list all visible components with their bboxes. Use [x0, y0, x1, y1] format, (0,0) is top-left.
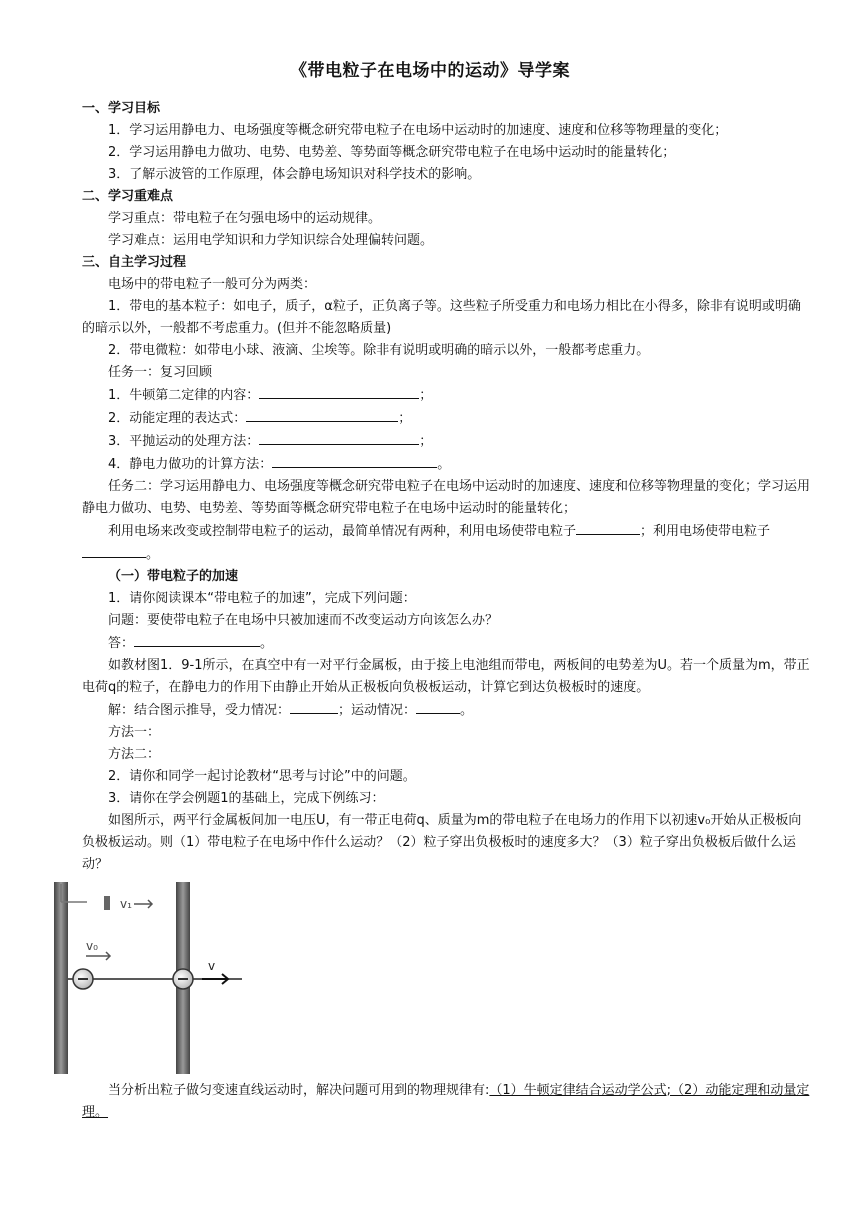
punctuation: 。	[260, 636, 274, 651]
answer-line	[82, 632, 810, 655]
punctuation: ；	[419, 434, 433, 449]
goal-item: 2．学习运用静电力做功、电势、电势差、等势面等概念研究带电粒子在电场中运动时的能量转化；	[108, 145, 676, 160]
answer-blank[interactable]	[272, 453, 437, 468]
solution-line	[82, 699, 810, 722]
review-item	[82, 430, 810, 453]
method-two: 方法二：	[108, 747, 161, 762]
task-two: 任务二：学习运用静电力、电场强度等概念研究带电粒子在电场中运动时的加速度、速度和位移等物理量的变化；学习运用静电力做功、电势、电势差、等势面等概念研究带电粒子在电场中运动时的能量转化；	[82, 479, 811, 516]
velocity-arrow-icon	[202, 974, 228, 984]
section-heading-goals: 一、学习目标	[82, 101, 161, 116]
parallel-plates-diagram	[52, 882, 242, 1074]
punctuation: ；	[398, 411, 412, 426]
particle-type-1: 1．带电的基本粒子：如电子，质子，α粒子，正负离子等。这些粒子所受重力和电场力相比在小得多，除非有说明或明确的暗示以外，一般都不考虑重力。(但并不能忽略质量)	[82, 299, 801, 336]
task-one-heading: 任务一：复习回顾	[108, 365, 213, 380]
particle-intro: 电场中的带电粒子一般可分为两类：	[108, 277, 317, 292]
document-body	[82, 98, 810, 1124]
arrow-icon	[86, 952, 110, 960]
answer-blank[interactable]	[576, 520, 640, 535]
answer-blank[interactable]	[259, 384, 419, 399]
goal-item: 3．了解示波管的工作原理，体会静电场知识对科学技术的影响。	[108, 167, 481, 182]
review-label: 3．平抛运动的处理方法：	[108, 434, 260, 449]
section-heading-self-study: 三、自主学习过程	[82, 255, 187, 270]
example-problem: 如教材图1．9-1所示，在真空中有一对平行金属板，由于接上电池组而带电，两板间的电势差为U。若一个质量为m，带正电荷q的粒子，在静电力的作用下由静止开始从正极板向负极板运动，计算它到达负极板时的速度。	[82, 658, 810, 695]
subsection-heading-acceleration: （一）带电粒子的加速	[108, 569, 239, 584]
difficult-point: 学习难点：运用电学知识和力学知识综合处理偏转问题。	[108, 233, 434, 248]
acceleration-question-1: 1．请你阅读课本“带电粒子的加速”，完成下列问题：	[108, 591, 416, 606]
review-item	[82, 407, 810, 430]
review-label: 4．静电力做功的计算方法：	[108, 457, 273, 472]
positive-plate	[54, 882, 68, 1074]
review-label: 1．牛顿第二定律的内容：	[108, 388, 260, 403]
battery-icon	[104, 896, 110, 910]
acceleration-question-3: 3．请你在学会例题1的基础上，完成下例练习：	[108, 791, 385, 806]
key-point: 学习重点：带电粒子在匀强电场中的运动规律。	[108, 211, 382, 226]
label-v: v	[208, 959, 216, 973]
text: 当分析出粒子做匀变速直线运动时，解决问题可用到的物理规律有:	[108, 1083, 490, 1098]
acceleration-question-2: 2．请你和同学一起讨论教材“思考与讨论”中的问题。	[108, 769, 416, 784]
review-label: 2．动能定理的表达式：	[108, 411, 247, 426]
particle-type-2: 2．带电微粒：如带电小球、液滴、尘埃等。除非有说明或明确的暗示以外，一般都考虑重力。	[108, 343, 650, 358]
answer-label: 答：	[108, 636, 135, 651]
answer-blank[interactable]	[416, 699, 460, 714]
text: 利用电场来改变或控制带电粒子的运动，最简单情况有两种，利用电场使带电粒子	[108, 524, 577, 539]
answer-blank[interactable]	[82, 543, 146, 558]
label-v0: v₀	[86, 939, 98, 953]
text: 解：结合图示推导，受力情况：	[108, 703, 291, 718]
answer-blank[interactable]	[259, 430, 419, 445]
arrow-icon	[134, 900, 152, 908]
answer-blank[interactable]	[246, 407, 398, 422]
review-item	[82, 453, 810, 476]
practice-problem: 如图所示，两平行金属板间加一电压U，有一带正电荷q、质量为m的带电粒子在电场力的作用下以初速v₀开始从正极板向负极板运动。则（1）带电粒子在电场中作什么运动？（2）粒子穿出负极板时的速度多大？（3）粒子穿出负极板后做什么运动？	[82, 813, 802, 872]
punctuation: ；	[419, 388, 433, 403]
conclusion	[82, 1080, 810, 1124]
answer-blank[interactable]	[290, 699, 338, 714]
goal-item: 1．学习运用静电力、电场强度等概念研究带电粒子在电场中运动时的加速度、速度和位移等物理量的变化；	[108, 123, 728, 138]
question-text: 问题：要使带电粒子在电场中只被加速而不改变运动方向该怎么办？	[108, 613, 499, 628]
section-heading-key-points: 二、学习重难点	[82, 189, 174, 204]
text: 。	[460, 703, 474, 718]
text: 。	[146, 547, 160, 562]
parallel-plates-figure	[52, 882, 242, 1074]
punctuation: 。	[437, 457, 451, 472]
text: ；运动情况：	[338, 703, 417, 718]
method-one: 方法一：	[108, 725, 161, 740]
answer-blank[interactable]	[134, 632, 260, 647]
text: ；利用电场使带电粒子	[640, 524, 771, 539]
underlined-answer: （1）牛顿定律结合运动学公式;（2）动能定理和动量定理。	[82, 1083, 810, 1120]
page-title: 《带电粒子在电场中的运动》导学案	[290, 61, 570, 81]
label-v1: v₁	[120, 897, 132, 911]
field-use-sentence	[82, 520, 810, 566]
review-item	[82, 384, 810, 407]
